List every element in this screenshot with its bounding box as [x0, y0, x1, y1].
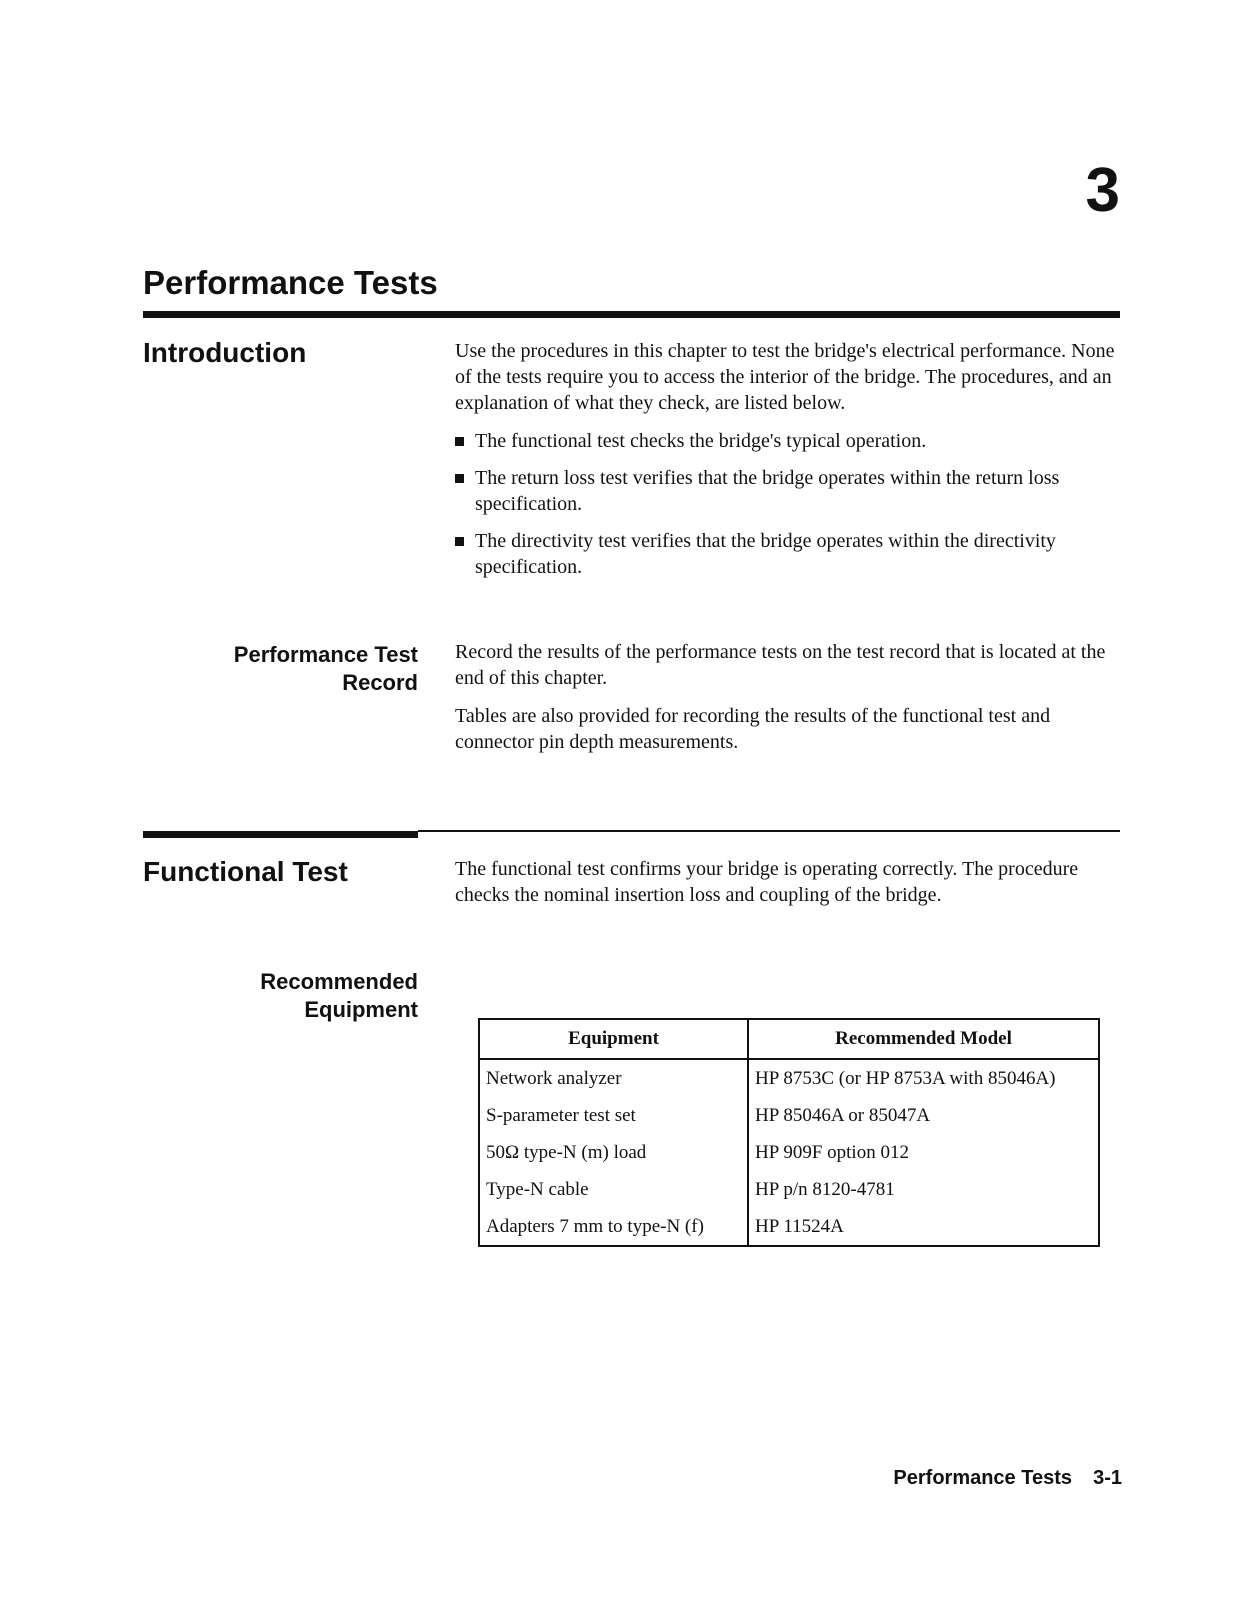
model-cell: HP 8753C (or HP 8753A with 85046A) [755, 1067, 1056, 1089]
test-record-heading-line1: Performance Test [233, 642, 418, 667]
square-bullet-icon [455, 537, 464, 546]
recommended-equipment-heading [143, 968, 418, 1024]
recommended-equipment-heading-line1: Recommended [260, 969, 418, 994]
column-header-model: Recommended Model [748, 1019, 1099, 1059]
list-item [455, 528, 1120, 580]
list-item [455, 428, 1120, 454]
functional-test-body [455, 856, 1120, 920]
functional-test-paragraph: The functional test confirms your bridge is operating correctly. The procedure checks the nominal insertion loss and coupling of the bridge. [455, 858, 1079, 906]
list-item-text: The functional test checks the bridge's typical operation. [475, 430, 927, 452]
chapter-title: Performance Tests [143, 264, 438, 301]
equipment-cell: S-parameter test set [479, 1097, 748, 1134]
model-cell: HP 11524A [755, 1215, 844, 1237]
table-row [479, 1171, 1099, 1208]
list-item [455, 465, 1120, 517]
equipment-cell: Type-N cable [479, 1171, 748, 1208]
column-header-equipment: Equipment [479, 1019, 748, 1059]
test-record-body [455, 639, 1120, 767]
table-header-row [479, 1019, 1099, 1059]
table-row [479, 1208, 1099, 1246]
introduction-paragraph: Use the procedures in this chapter to test the bridge's electrical performance. None of the tests require you to access the interior of the bridge. The procedures, and an explanation of what they check, are listed below. [455, 340, 1115, 414]
page-number: 3-1 [1093, 1467, 1122, 1489]
test-record-heading-line2: Record [342, 670, 418, 695]
equipment-table [478, 1018, 1100, 1247]
footer-title: Performance Tests [893, 1467, 1072, 1489]
introduction-body [455, 338, 1120, 591]
model-cell: HP p/n 8120-4781 [755, 1178, 895, 1200]
test-record-heading [143, 641, 418, 697]
model-cell: HP 85046A or 85047A [755, 1104, 931, 1126]
table-row [479, 1134, 1099, 1171]
chapter-number: 3 [1085, 156, 1120, 225]
test-record-paragraph-2: Tables are also provided for recording the results of the functional test and connector pin depth measurements. [455, 705, 1051, 753]
table-row [479, 1059, 1099, 1097]
test-record-paragraph-1: Record the results of the performance tests on the test record that is located at the end of this chapter. [455, 641, 1106, 689]
list-item-text: The directivity test verifies that the bridge operates within the directivity specification. [475, 530, 1056, 578]
equipment-cell: 50Ω type-N (m) load [479, 1134, 748, 1171]
square-bullet-icon [455, 437, 464, 446]
section-rule-thin [418, 830, 1120, 832]
equipment-cell: Network analyzer [479, 1059, 748, 1097]
functional-test-heading: Functional Test [143, 856, 348, 887]
square-bullet-icon [455, 474, 464, 483]
equipment-cell: Adapters 7 mm to type-N (f) [479, 1208, 748, 1246]
model-cell: HP 909F option 012 [755, 1141, 909, 1163]
recommended-equipment-heading-line2: Equipment [304, 997, 418, 1022]
list-item-text: The return loss test verifies that the bridge operates within the return loss specification. [475, 467, 1060, 515]
test-list [455, 428, 1120, 580]
table-row [479, 1097, 1099, 1134]
section-rule-thick [143, 831, 418, 838]
introduction-heading: Introduction [143, 337, 307, 368]
chapter-title-rule [143, 311, 1120, 318]
